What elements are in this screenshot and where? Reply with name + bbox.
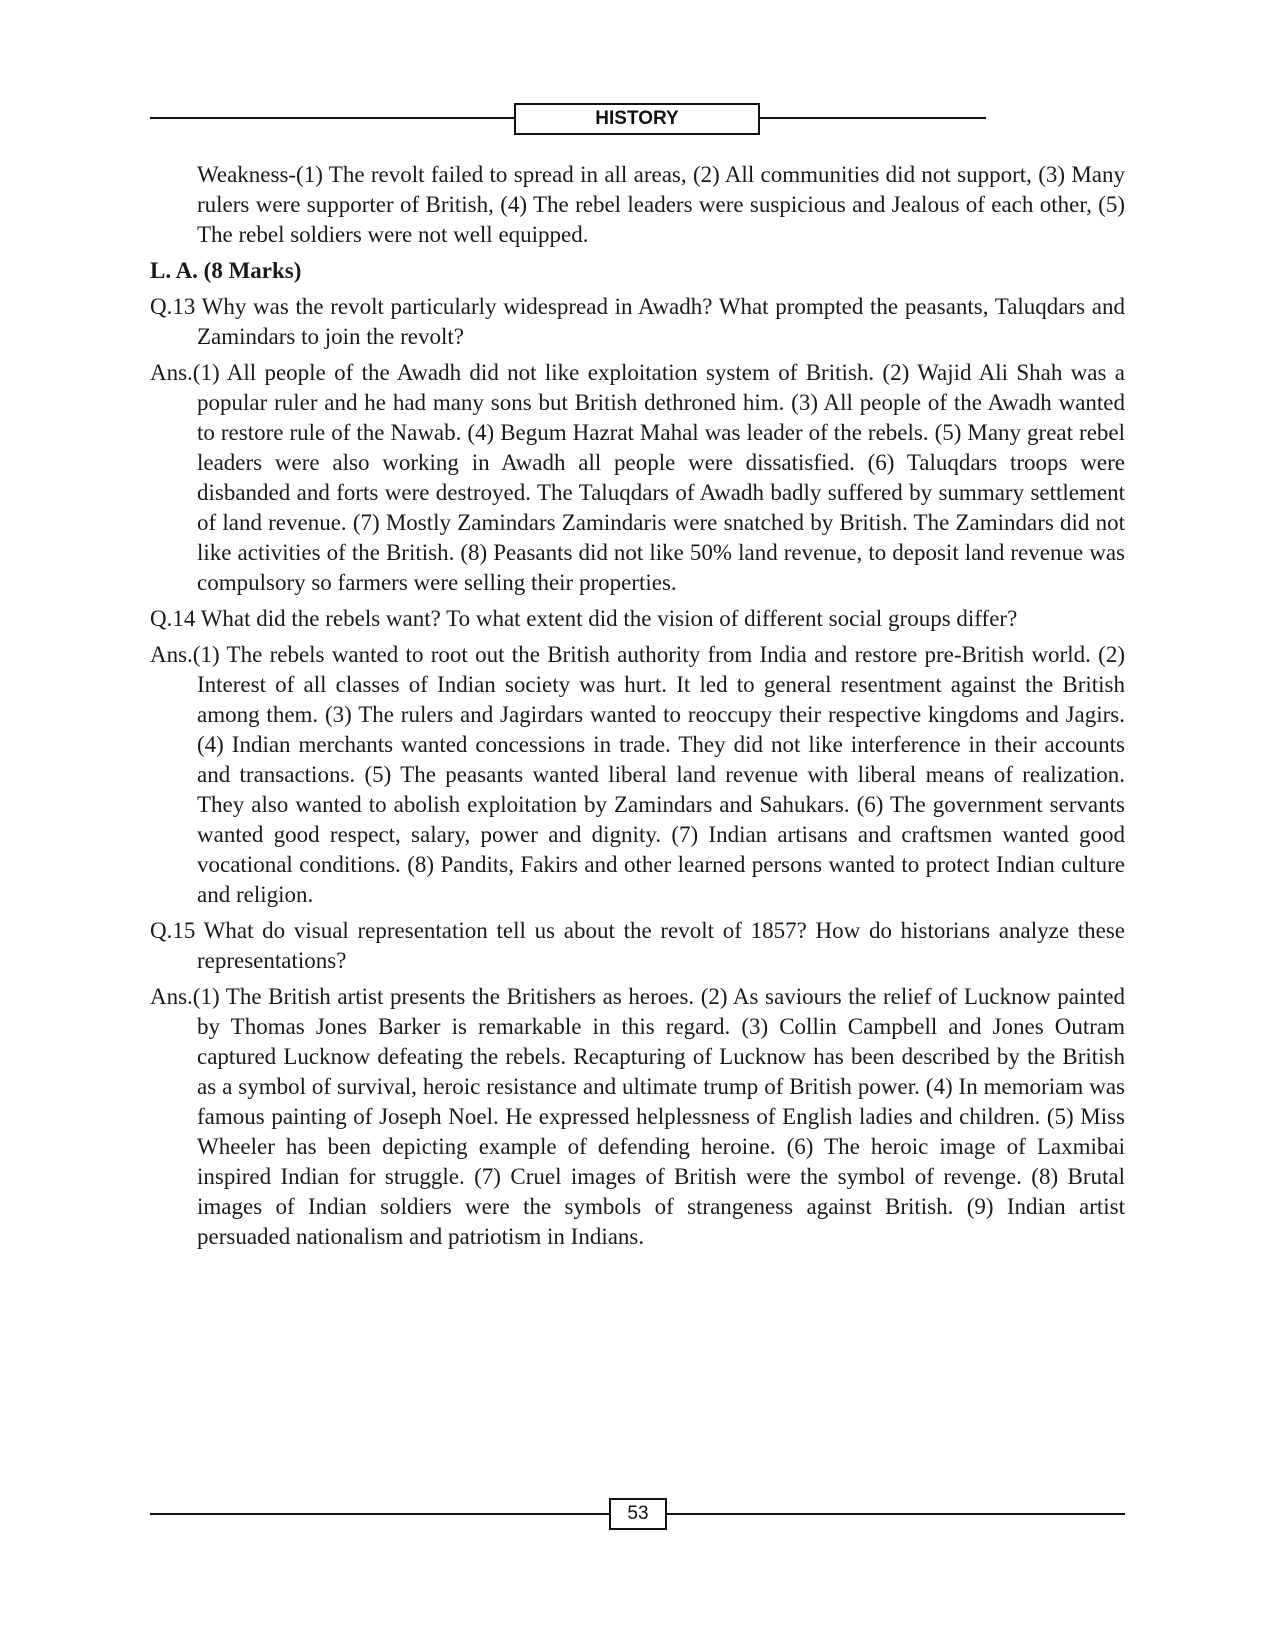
section-heading: L. A. (8 Marks) (150, 258, 302, 283)
question-13: Q.13 Why was the revolt particularly widespread in Awadh? What prompted the peasants, Taluqdars and Zamindars to join the revolt? (150, 294, 1125, 349)
header-rule-right (760, 117, 986, 119)
weakness-paragraph: Weakness-(1) The revolt failed to spread in all areas, (2) All communities did not support, (3) Many rulers were supporter of British, (4) The rebel leaders were suspicious and Jealous of each other, (5) The rebel soldiers were not well equipped. (197, 162, 1125, 247)
answer-14: Ans.(1) The rebels wanted to root out the British authority from India and restore pre-British world. (2) Interest of all classes of Indian society was hurt. It led to general resentment against the British among them. (3) The rulers and Jagirdars wanted to reoccupy their respective kingdoms and Jagirs. (4) Indian merchants wanted concessions in trade. They did not like interference in their accounts and transactions. (5) The peasants wanted liberal land revenue with liberal means of realization. They also wanted to abolish exploitation by Zamindars and Sahukars. (6) The government servants wanted good respect, salary, power and dignity. (7) Indian artisans and craftsmen wanted good vocational conditions. (8) Pandits, Fakirs and other learned persons wanted to protect Indian culture and religion. (150, 642, 1125, 907)
question-15: Q.15 What do visual representation tell us about the revolt of 1857? How do historians analyze these representations? (150, 918, 1125, 973)
page-number: 53 (609, 1498, 667, 1530)
main-content (150, 160, 1125, 1258)
answer-13: Ans.(1) All people of the Awadh did not like exploitation system of British. (2) Wajid Ali Shah was a popular ruler and he had many sons but British dethroned him. (3) All people of the Awadh wanted to restore rule of the Nawab. (4) Begum Hazrat Mahal was leader of the rebels. (5) Many great rebel leaders were also working in Awadh all people were dissatisfied. (6) Taluqdars troops were disbanded and forts were destroyed. The Taluqdars of Awadh badly suffered by summary settlement of land revenue. (7) Mostly Zamindars Zamindaris were snatched by British. The Zamindars did not like activities of the British. (8) Peasants did not like 50% land revenue, to deposit land revenue was compulsory so farmers were selling their properties. (150, 360, 1125, 595)
answer-15: Ans.(1) The British artist presents the Britishers as heroes. (2) As saviours the relief of Lucknow painted by Thomas Jones Barker is remarkable in this regard. (3) Collin Campbell and Jones Outram captured Lucknow defeating the rebels. Recapturing of Lucknow has been described by the British as a symbol of survival, heroic resistance and ultimate trump of British power. (4) In memoriam was famous painting of Joseph Noel. He expressed helplessness of English ladies and children. (5) Miss Wheeler has been depicting example of defending heroine. (6) The heroic image of Laxmibai inspired Indian for struggle. (7) Cruel images of British were the symbol of revenge. (8) Brutal images of Indian soldiers were the symbols of strangeness against British. (9) Indian artist persuaded nationalism and patriotism in Indians. (150, 984, 1125, 1249)
question-14: Q.14 What did the rebels want? To what extent did the vision of different social groups differ? (150, 606, 1018, 631)
header-rule-left (150, 117, 514, 119)
header-title: HISTORY (514, 103, 760, 135)
